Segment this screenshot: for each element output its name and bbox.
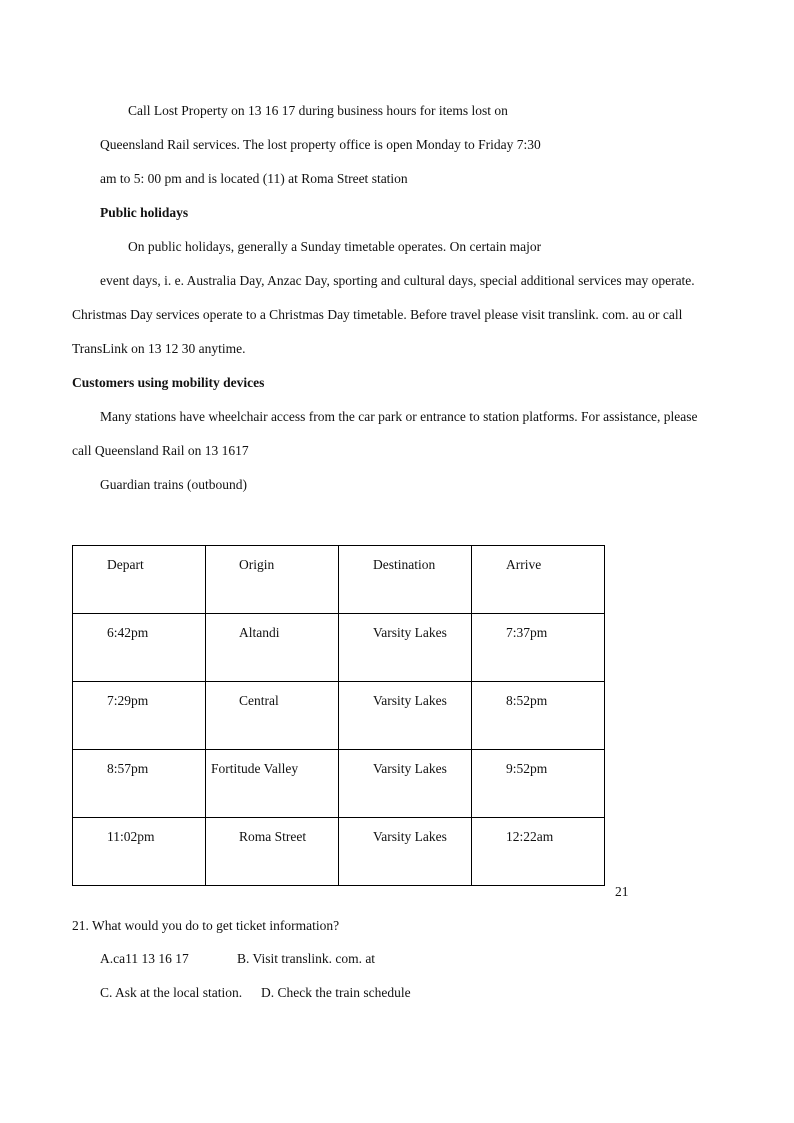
table-row [73, 818, 605, 886]
destination-cell: Varsity Lakes [339, 818, 472, 886]
depart-cell: 6:42pm [73, 614, 206, 682]
mobility-heading: Customers using mobility devices [72, 375, 265, 390]
table-row [73, 750, 605, 818]
public-holidays-line-3: Christmas Day services operate to a Christmas Day timetable. Before travel please visit translink. com. au or call [72, 307, 683, 322]
option-c: C. Ask at the local station. [100, 985, 243, 1000]
origin-cell: Altandi [206, 614, 339, 682]
origin-cell: Central [206, 682, 339, 750]
table-row [73, 682, 605, 750]
question-text: 21. What would you do to get ticket information? [72, 918, 340, 933]
arrive-cell: 12:22am [472, 818, 605, 886]
option-a: A.ca11 13 16 17 [100, 951, 189, 966]
header-cell: Origin [206, 546, 339, 614]
header-cell: Depart [73, 546, 206, 614]
origin-cell: Fortitude Valley [206, 750, 339, 818]
destination-cell: Varsity Lakes [339, 750, 472, 818]
header-cell: Destination [339, 546, 472, 614]
option-b: B. Visit translink. com. at [237, 951, 376, 966]
public-holidays-line-2: event days, i. e. Australia Day, Anzac Day, sporting and cultural days, special additional services may operate. [100, 273, 695, 288]
public-holidays-heading: Public holidays [100, 205, 189, 220]
table-header-row [73, 546, 605, 614]
header-cell: Arrive [472, 546, 605, 614]
mobility-line-2: call Queensland Rail on 13 1617 [72, 443, 249, 458]
depart-cell: 8:57pm [73, 750, 206, 818]
lost-property-line-3: am to 5: 00 pm and is located (11) at Roma Street station [100, 171, 408, 186]
depart-cell: 7:29pm [73, 682, 206, 750]
public-holidays-line-4: TransLink on 13 12 30 anytime. [72, 341, 246, 356]
timetable [72, 545, 605, 886]
lost-property-line-2: Queensland Rail services. The lost property office is open Monday to Friday 7:30 [100, 137, 541, 152]
arrive-cell: 9:52pm [472, 750, 605, 818]
guardian-trains-caption: Guardian trains (outbound) [100, 477, 247, 492]
mobility-line-1: Many stations have wheelchair access from the car park or entrance to station platforms. For assistance, please [100, 409, 698, 424]
table-row [73, 614, 605, 682]
destination-cell: Varsity Lakes [339, 682, 472, 750]
arrive-cell: 7:37pm [472, 614, 605, 682]
origin-cell: Roma Street [206, 818, 339, 886]
depart-cell: 11:02pm [73, 818, 206, 886]
option-d: D. Check the train schedule [261, 985, 411, 1000]
page-number: 21 [615, 884, 629, 899]
destination-cell: Varsity Lakes [339, 614, 472, 682]
arrive-cell: 8:52pm [472, 682, 605, 750]
public-holidays-line-1: On public holidays, generally a Sunday timetable operates. On certain major [128, 239, 542, 254]
lost-property-line-1: Call Lost Property on 13 16 17 during business hours for items lost on [128, 103, 508, 118]
